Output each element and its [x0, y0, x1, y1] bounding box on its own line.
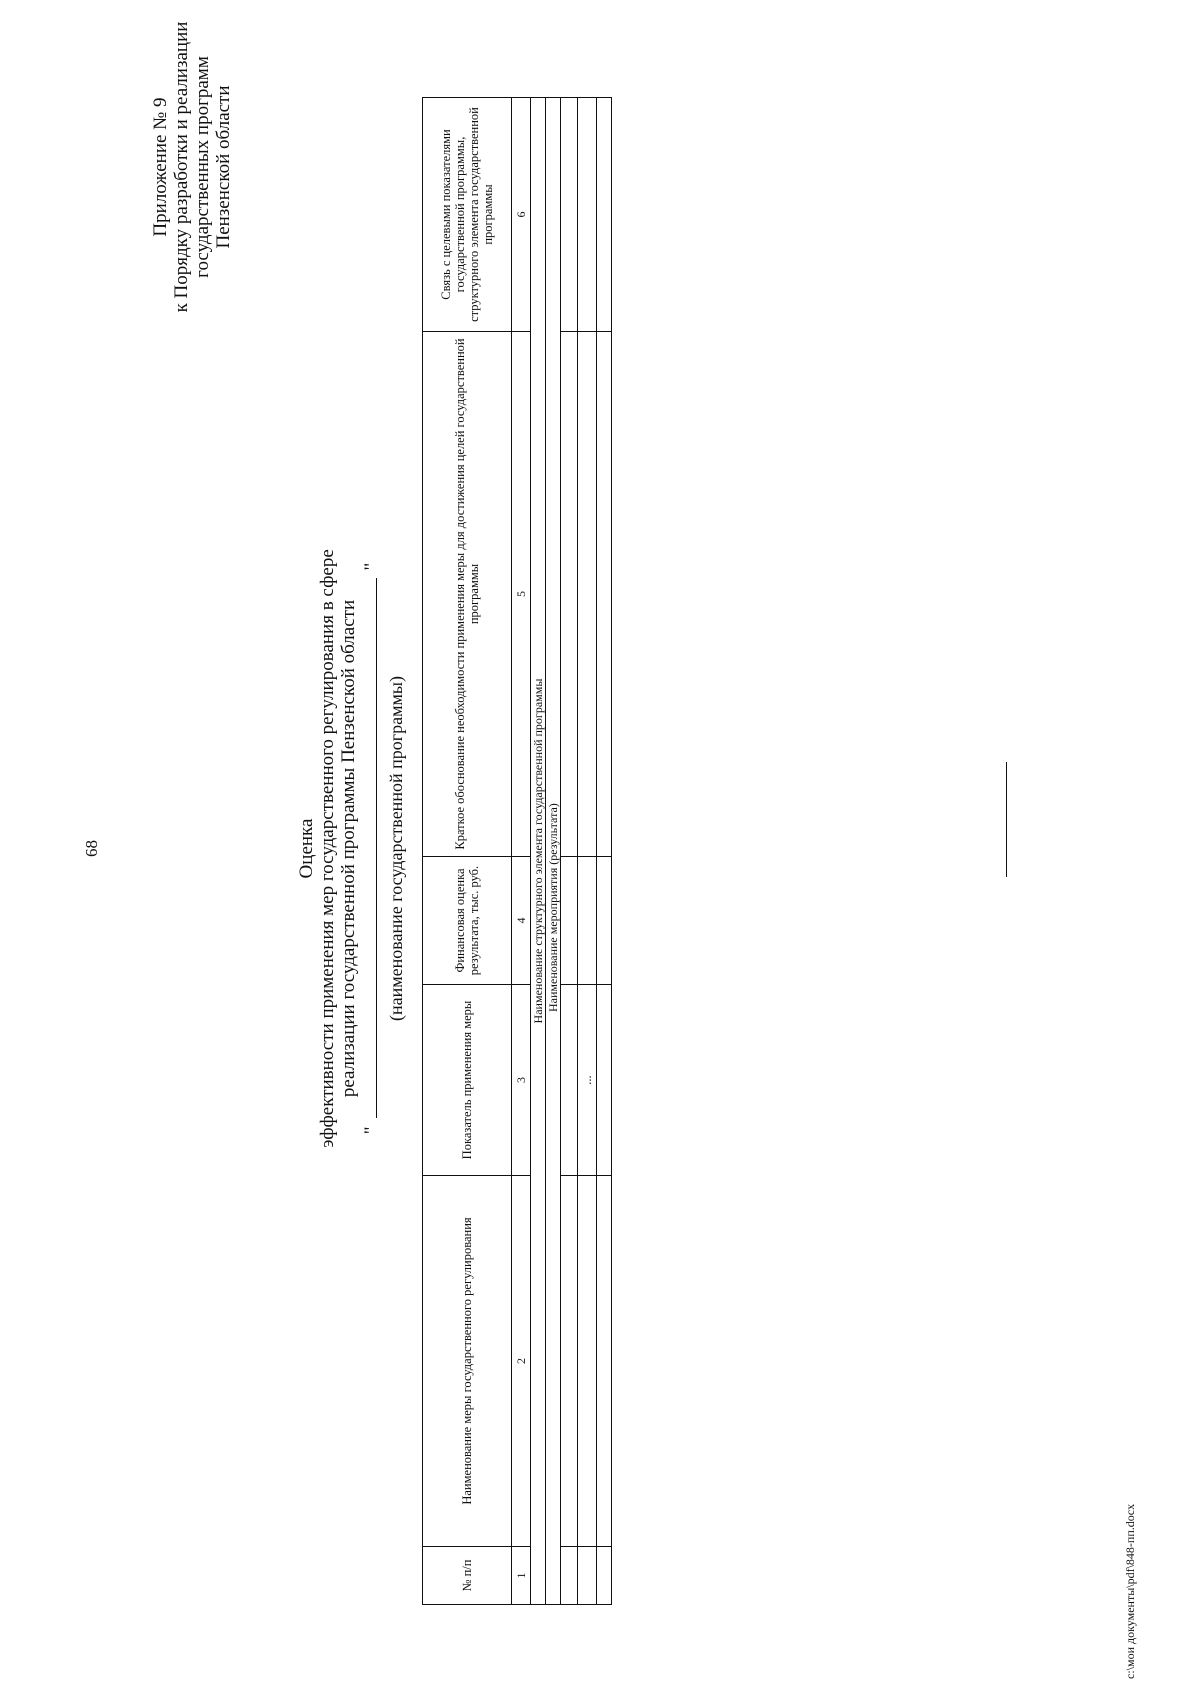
header-indicator: Показатель применения меры	[423, 985, 512, 1176]
structural-element-row	[531, 98, 546, 1605]
table-row	[561, 98, 578, 1605]
table-cell	[561, 857, 578, 985]
table-cell	[578, 98, 597, 332]
appendix-reference-line2: государственных программ	[192, 56, 213, 278]
column-number: 1	[512, 1547, 531, 1605]
file-path-footer: c:\мои документы\pdf\848-пп.docx	[1123, 1503, 1137, 1679]
title-subheading: эффективности применения мер государственного регулирования в сфере	[317, 549, 338, 1148]
table-cell	[578, 1547, 597, 1605]
column-number: 5	[512, 332, 531, 857]
table-cell	[597, 332, 612, 857]
table-row	[597, 98, 612, 1605]
program-name-blank-row	[361, 260, 382, 1437]
column-number-row	[512, 98, 531, 1605]
header-number: № п/п	[423, 1547, 512, 1605]
document-title	[296, 260, 382, 1437]
column-number: 3	[512, 985, 531, 1176]
event-caption: Наименование мероприятия (результата)	[546, 98, 561, 1605]
table-cell	[561, 332, 578, 857]
page-number: 68	[82, 840, 101, 857]
appendix-reference: к Порядку разработки и реализации	[171, 21, 192, 313]
column-number: 2	[512, 1176, 531, 1547]
evaluation-table	[422, 97, 612, 1605]
structural-element-caption: Наименование структурного элемента государственной программы	[531, 98, 546, 1605]
column-number: 4	[512, 857, 531, 985]
table-cell	[561, 1176, 578, 1547]
table-cell	[561, 98, 578, 332]
program-name-blank	[362, 579, 377, 1119]
header-justification: Краткое обоснование необходимости применения меры для достижения целей государственной программы	[423, 332, 512, 857]
table-cell	[561, 1547, 578, 1605]
table-cell	[578, 332, 597, 857]
ellipsis-row	[578, 98, 597, 1605]
column-number: 6	[512, 98, 531, 332]
end-divider	[1006, 762, 1007, 877]
title-subheading-line2: реализации государственной программы Пензенской области	[338, 599, 359, 1098]
appendix-header	[150, 0, 234, 337]
header-target-link: Связь с целевыми показателями государственной программы, структурного элемента государственной программы	[423, 98, 512, 332]
header-financial-assessment: Финансовая оценка результата, тыс. руб.	[423, 857, 512, 985]
header-measure-name: Наименование меры государственного регулирования	[423, 1176, 512, 1547]
appendix-number: Приложение № 9	[150, 97, 171, 237]
table-cell	[578, 857, 597, 985]
table-cell	[597, 985, 612, 1176]
table-cell	[597, 1547, 612, 1605]
open-quote: "	[361, 1126, 382, 1135]
table-cell	[597, 857, 612, 985]
appendix-region: Пензенской области	[213, 85, 234, 249]
table-cell	[578, 1176, 597, 1547]
table-header-row	[423, 98, 512, 1605]
program-name-caption: (наименование государственной программы)	[386, 676, 406, 1021]
event-row	[546, 98, 561, 1605]
table-cell	[597, 98, 612, 332]
table-cell	[597, 1176, 612, 1547]
table-cell	[561, 985, 578, 1176]
close-quote: "	[361, 562, 382, 571]
title-heading: Оценка	[296, 818, 317, 879]
ellipsis-cell: ...	[578, 985, 597, 1176]
